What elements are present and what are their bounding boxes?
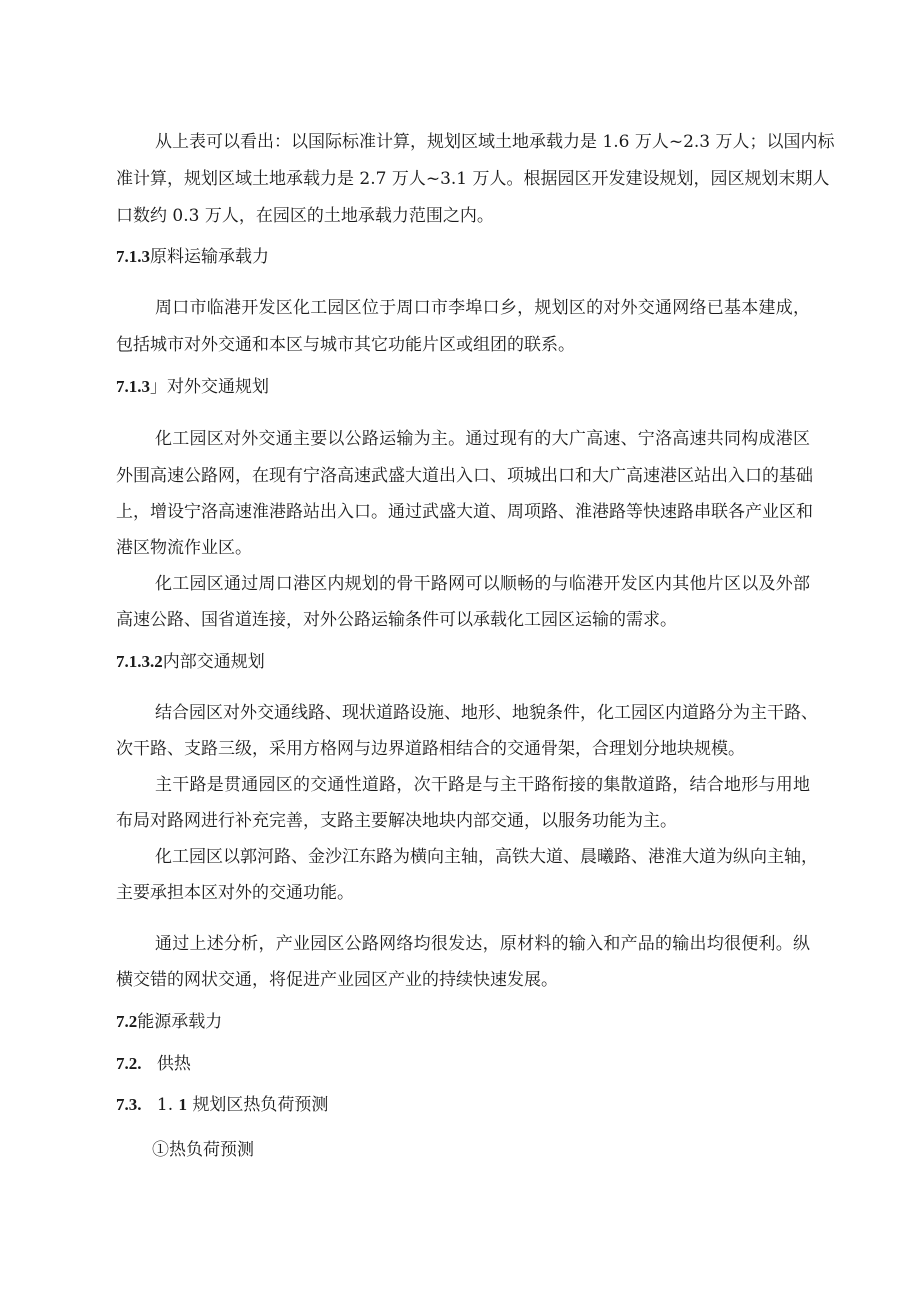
heading-number: 7.1.3.2 — [116, 652, 163, 671]
paragraph-line: 结合园区对外交通线路、现状道路设施、地形、地貌条件，化工园区内道路分为主干路、 — [155, 703, 818, 723]
paragraph-line: 口数约 0.3 万人，在园区的土地承载力范围之内。 — [116, 206, 494, 226]
heading-subnumber-bold: 1 — [178, 1095, 188, 1114]
heading-title: 规划区热负荷预测 — [192, 1095, 329, 1115]
heading-number: 7.1.3 — [116, 377, 150, 396]
paragraph-line: 外围高速公路网，在现有宁洛高速武盛大道出入口、项城出口和大广高速港区站出入口的基础 — [116, 466, 813, 486]
paragraph-line: 化工园区以郭河路、金沙江东路为横向主轴，高铁大道、晨曦路、港淮大道为纵向主轴， — [155, 847, 818, 867]
section-heading — [116, 1052, 191, 1076]
section-heading — [116, 1010, 222, 1034]
heading-title: 能源承载力 — [137, 1012, 223, 1032]
paragraph-line: 包括城市对外交通和本区与城市其它功能片区或组团的联系。 — [116, 335, 575, 355]
paragraph-line: 从上表可以看出：以国际标准计算，规划区域土地承载力是 1.6 万人~2.3 万人；以国内标 — [155, 132, 835, 152]
section-heading — [116, 1093, 328, 1117]
section-heading — [116, 375, 269, 399]
paragraph-line: 次干路、支路三级，采用方格网与边界道路相结合的交通骨架，合理划分地块规模。 — [116, 739, 745, 759]
heading-title: 原料运输承载力 — [150, 247, 269, 267]
paragraph-line: 上，增设宁洛高速淮港路站出入口。通过武盛大道、周项路、淮港路等快速路串联各产业区和 — [116, 502, 813, 522]
paragraph-line: 化工园区对外交通主要以公路运输为主。通过现有的大广高速、宁洛高速共同构成港区 — [155, 429, 810, 449]
section-heading — [116, 245, 269, 269]
paragraph-line: 高速公路、国省道连接，对外公路运输条件可以承载化工园区运输的需求。 — [116, 610, 677, 630]
paragraph-line: 港区物流作业区。 — [116, 538, 252, 558]
paragraph-line: 周口市临港开发区化工园区位于周口市李埠口乡，规划区的对外交通网络已基本建成， — [155, 298, 810, 318]
heading-number: 7.2. — [116, 1054, 142, 1073]
paragraph-line: 化工园区通过周口港区内规划的骨干路网可以顺畅的与临港开发区内其他片区以及外部 — [155, 574, 810, 594]
paragraph-line: 主要承担本区对外的交通功能。 — [116, 883, 354, 903]
paragraph-line: 通过上述分析，产业园区公路网络均很发达，原材料的输入和产品的输出均很便利。纵 — [155, 934, 810, 954]
paragraph-line: 布局对路网进行补充完善，支路主要解决地块内部交通，以服务功能为主。 — [116, 811, 677, 831]
heading-number: 7.1.3 — [116, 247, 150, 266]
paragraph-line: 横交错的网状交通，将促进产业园区产业的持续快速发展。 — [116, 970, 558, 990]
heading-subnumber: 1. — [156, 1095, 179, 1115]
heading-number: 7.2 — [116, 1012, 138, 1031]
paragraph-line: 准计算，规划区域土地承载力是 2.7 万人~3.1 万人。根据园区开发建设规划，园区规划末期人 — [116, 169, 830, 189]
list-item: ①热负荷预测 — [152, 1140, 254, 1160]
heading-title: 供热 — [156, 1054, 191, 1074]
paragraph-line: 主干路是贯通园区的交通性道路，次干路是与主干路衔接的集散道路，结合地形与用地 — [155, 775, 810, 795]
heading-number: 7.3. — [116, 1095, 142, 1114]
heading-title: 内部交通规划 — [162, 652, 265, 672]
section-heading — [116, 650, 265, 674]
heading-title: 」对外交通规划 — [150, 377, 269, 397]
